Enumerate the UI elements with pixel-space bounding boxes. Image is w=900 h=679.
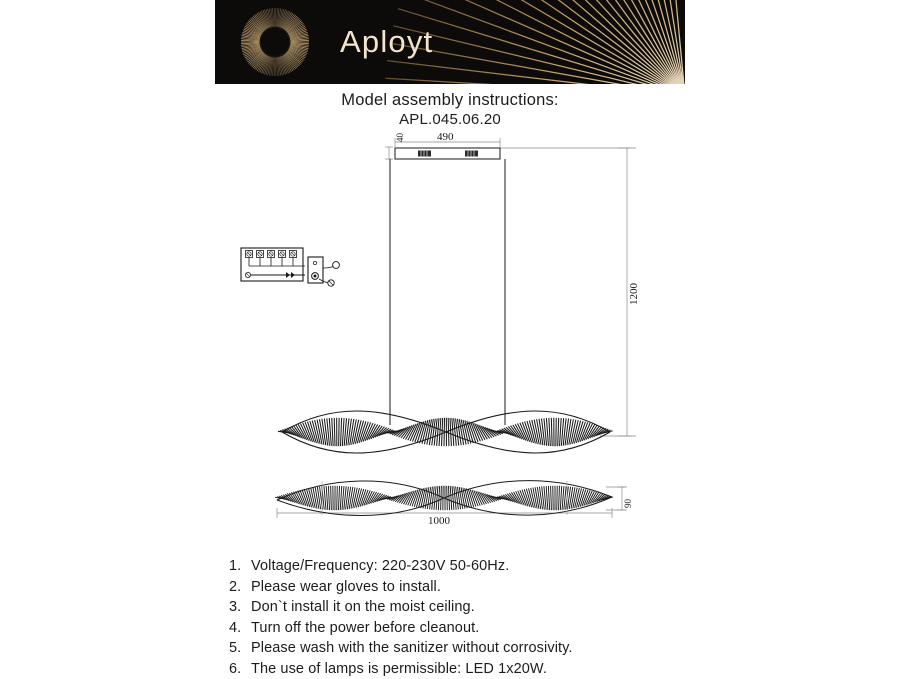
dimension-fixture-height: 90 [623, 499, 633, 508]
list-item-number: 1. [229, 556, 251, 577]
dimension-lines [277, 138, 636, 518]
list-item-text: Turn off the power before cleanout. [251, 618, 479, 639]
list-item [229, 556, 869, 577]
page-title: Model assembly instructions: [0, 90, 900, 110]
instructions-list [229, 556, 869, 679]
ceiling-canopy [395, 148, 500, 159]
fixture-plan-view [275, 481, 613, 516]
dimension-canopy-width: 490 [437, 131, 454, 143]
brand-banner [215, 0, 685, 84]
list-item-text: Please wash with the sanitizer without corrosivity. [251, 638, 573, 659]
list-item-number: 6. [229, 659, 251, 679]
banner-artwork [215, 0, 685, 84]
title-block [0, 90, 900, 130]
brand-wordmark: Aployt [340, 24, 433, 60]
list-item-number: 2. [229, 577, 251, 598]
suspension-cables [390, 159, 505, 425]
list-item-text: Don`t install it on the moist ceiling. [251, 597, 475, 618]
list-item-number: 3. [229, 597, 251, 618]
list-item-number: 5. [229, 638, 251, 659]
list-item-text: The use of lamps is permissible: LED 1x20W. [251, 659, 547, 679]
list-item [229, 659, 869, 679]
wiring-diagram [241, 248, 339, 286]
ground-terminal-icon [245, 272, 250, 277]
list-item [229, 597, 869, 618]
list-item [229, 638, 869, 659]
dimension-canopy-height: 40 [395, 133, 405, 142]
list-item [229, 577, 869, 598]
list-item-number: 4. [229, 618, 251, 639]
fixture-front-view [278, 411, 613, 453]
dimension-suspension-height: 1200 [628, 283, 640, 305]
model-number: APL.045.06.20 [0, 110, 900, 130]
dimension-fixture-length: 1000 [428, 515, 450, 527]
list-item [229, 618, 869, 639]
list-item-text: Voltage/Frequency: 220-230V 50-60Hz. [251, 556, 509, 577]
list-item-text: Please wear gloves to install. [251, 577, 441, 598]
